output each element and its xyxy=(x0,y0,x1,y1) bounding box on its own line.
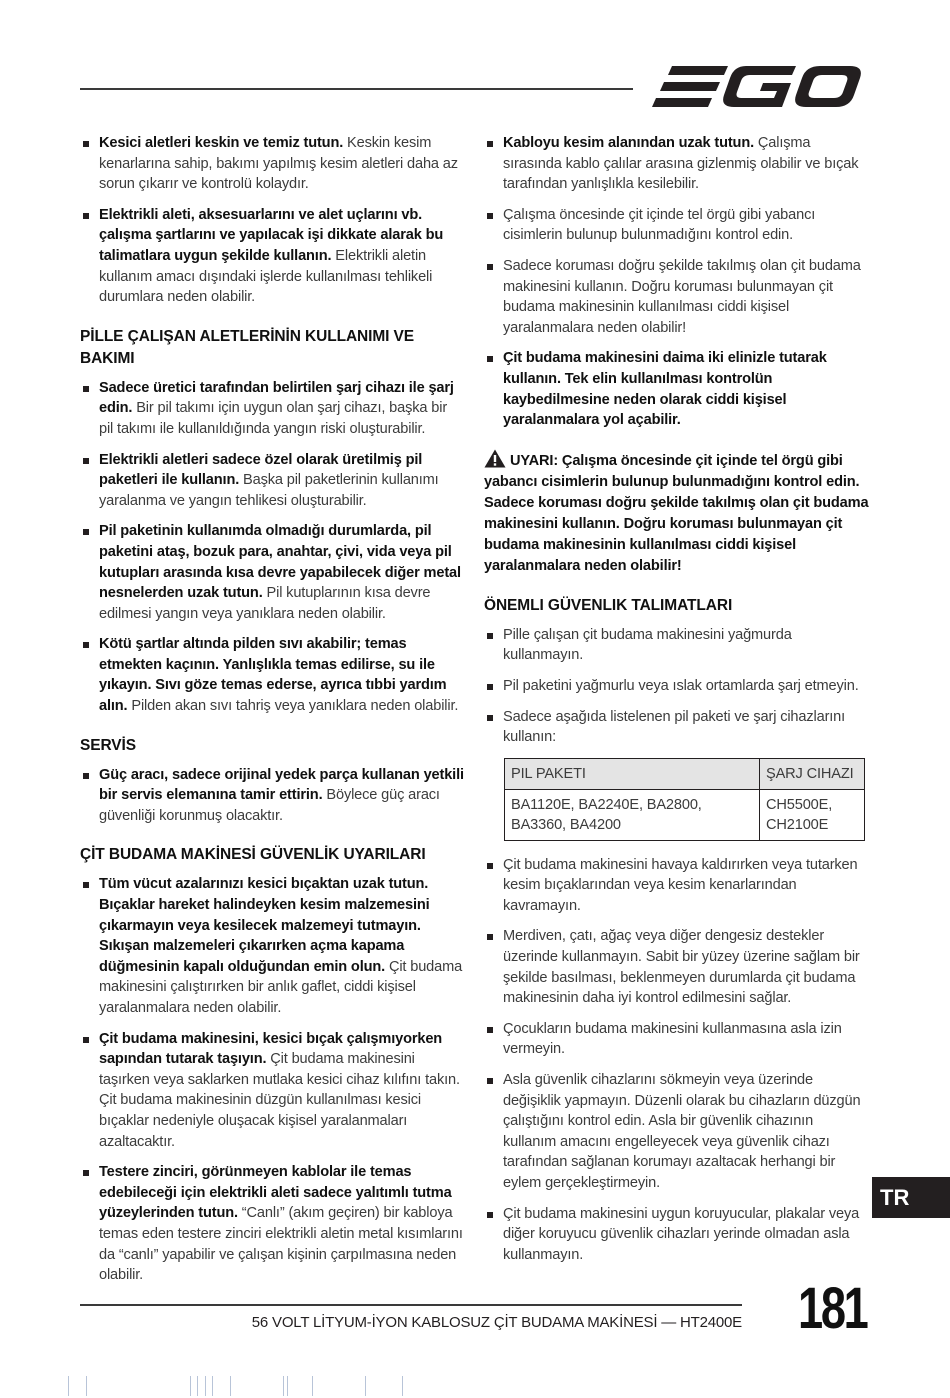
table-header-row xyxy=(505,758,865,789)
ego-logo xyxy=(650,62,862,112)
page-number: 181 xyxy=(798,1276,867,1341)
list-item: Sadece koruması doğru şekilde takılmış olan çit budama makinesini kullanın. Doğru koruması bulunmayan çit budama makinesinin kullanılması ciddi kişisel yaralanmalara neden olabilir! xyxy=(484,256,869,338)
list-item: Elektrikli aletleri sadece özel olarak üretilmiş pil paketleri ile kullanın. Başka pil paketlerinin kullanımı yaralanma ve yangın tehlikesi oluşturabilir. xyxy=(80,450,464,512)
table-cell-charger: CH5500E, CH2100E xyxy=(760,789,865,840)
section-heading-battery: PİLLE ÇALIŞAN ALETLERİNİN KULLANIMI VE BAKIMI xyxy=(80,327,415,367)
list-item: Çit budama makinesini, kesici bıçak çalışmıyorken sapından tutarak taşıyın. Çit budama makinesini taşırken veya saklarken mutlaka kesici cihaz kılıfını takın. Çit budama makinesinin düzgün kullanılması kesici bıçaklar nedeniyle oluşacak kişisel yaralanmaları azaltacaktır. xyxy=(80,1029,464,1153)
list-item: Merdiven, çatı, ağaç veya diğer dengesiz destekler üzerinde kullanmayın. Sabit bir yüzey üzerine sağlam bir şekilde basılması, beklenmeyen durumlarda çit budama makinesinin daha iyi kontrol edilmesini sağlar. xyxy=(484,926,869,1008)
list-item: Çit budama makinesini havaya kaldırırken veya tutarken kesim bıçaklarından veya kesim kenarlarından kavramayın. xyxy=(484,855,869,917)
list-item: Tüm vücut azalarınızı kesici bıçaktan uzak tutun. Bıçaklar hareket halindeyken kesim malzemesini çıkarmayın veya kesilecek malzemeyi tutmayın. Sıkışan malzemeleri çıkarırken açma kapama düğmesinin kapalı olduğundan emin olun. Çit budama makinesini çalıştırırken bir anlık gaflet, ciddi kişisel yaralanmalara neden olabilir. xyxy=(80,874,464,1018)
list-item: Güç aracı, sadece orijinal yedek parça kullanan yetkili bir servis elemanına tamir ettirin. Böylece güç aracı güvenliği korunmuş olacaktır. xyxy=(80,765,464,827)
table-cell-battery: BA1120E, BA2240E, BA2800, BA3360, BA4200 xyxy=(505,789,760,840)
left-column xyxy=(80,133,464,1296)
list-item: Kesici aletleri keskin ve temiz tutun. Keskin kesim kenarlarına sahip, bakımı yapılmış kesim aletleri daha az sorun çıkarır ve kontrolü kolaydır. xyxy=(80,133,464,195)
table-header-battery: PIL PAKETI xyxy=(505,758,760,789)
warning-text: UYARI: Çalışma öncesinde çit içinde tel örgü gibi yabancı cisimlerin bulunup bulunmadığını kontrol edin. Sadece koruması doğru şekilde takılmış olan çit budama makinesini kullanın. Doğru koruması bulunmayan çit budama makinesinin kullanılması ciddi kişisel yaralanmalara neden olabilir! xyxy=(484,452,869,574)
section-heading-service: SERVİS xyxy=(80,736,136,754)
table-header-charger: ŞARJ CIHAZI xyxy=(760,758,865,789)
list-item: Sadece aşağıda listelenen pil paketi ve şarj cihazlarını kullanın: xyxy=(484,707,869,748)
list-item: Pil paketini yağmurlu veya ıslak ortamlarda şarj etmeyin. xyxy=(484,676,869,697)
language-tab: TR xyxy=(872,1177,950,1218)
section-heading-important: ÖNEMLI GÜVENLIK TALIMATLARI xyxy=(484,596,733,614)
list-item: Asla güvenlik cihazlarını sökmeyin veya üzerinde değişiklik yapmayın. Düzenli olarak bu cihazların düzgün çalıştığını kontrol edin. Asla bir güvenlik cihazının kullanım amacını engelleyecek veya güvenlik cihazı tarafından sağlanan korumayı azaltacak herhangi bir eylem gerçekleştirmeyin. xyxy=(484,1070,869,1194)
header-rule xyxy=(80,88,633,90)
list-item: Kabloyu kesim alanından uzak tutun. Çalışma sırasında kablo çalılar arasına gizlenmiş olabilir ve bıçak tarafından yanlışlıkla kesilebilir. xyxy=(484,133,869,195)
list-item: Çit budama makinesini daima iki elinizle tutarak kullanın. Tek elin kullanılması kontrolün kaybedilmesine neden olarak ciddi kişisel yaralanmalara yol açabilir. xyxy=(484,348,869,430)
list-item: Testere zinciri, görünmeyen kablolar ile temas edebileceği için elektrikli aleti sadece yalıtımlı tutma yüzeylerinden tutun. “Canlı” (akım geçiren) bir kabloya temas eden testere zinciri elektrikli aletin metal kısımlarını da “canlı” yapabilir ve çalışan kişinin çarpılmasına neden olabilir. xyxy=(80,1162,464,1286)
battery-charger-table xyxy=(504,758,865,841)
section-heading-hedge: ÇİT BUDAMA MAKİNESİ GÜVENLİK UYARILARI xyxy=(80,846,426,864)
scan-marks xyxy=(0,1376,950,1396)
warning-triangle-icon xyxy=(484,449,506,468)
list-item: Elektrikli aleti, aksesuarlarını ve alet uçlarını vb. çalışma şartlarını ve yapılacak işi dikkate alarak bu talimatlara uygun şekilde kullanın. Elektrikli aletin kullanım amacı dışındaki işlerde kullanılması tehlikeli durumlara neden olabilir. xyxy=(80,205,464,308)
list-item: Çalışma öncesinde çit içinde tel örgü gibi yabancı cisimlerin bulunup bulunmadığını kontrol edin. xyxy=(484,205,869,246)
right-column xyxy=(484,133,869,1275)
list-item: Çit budama makinesini uygun koruyucular, plakalar veya diğer koruyucu güvenlik cihazları yerinde olmadan asla kullanmayın. xyxy=(484,1204,869,1266)
list-item: Pille çalışan çit budama makinesini yağmurda kullanmayın. xyxy=(484,625,869,666)
table-row xyxy=(505,789,865,840)
list-item: Pil paketinin kullanımda olmadığı durumlarda, pil paketini ataş, bozuk para, anahtar, çivi, vida veya pil kutupları arasında kısa devre yapabilecek diğer metal nesnelerden uzak tutun. Pil kutuplarının kısa devre edilmesi yangın veya yanıklara neden olabilir. xyxy=(80,521,464,624)
list-item: Sadece üretici tarafından belirtilen şarj cihazı ile şarj edin. Bir pil takımı için uygun olan şarj cihazı, başka bir pil takımı ile kullanıldığında yangın riski oluşturabilir. xyxy=(80,378,464,440)
footer-rule xyxy=(80,1304,742,1306)
list-item: Kötü şartlar altında pilden sıvı akabilir; temas etmekten kaçının. Yanlışlıkla temas edilirse, su ile yıkayın. Sıvı göze temas ederse, ayrıca tıbbi yardım alın. Pilden akan sıvı tahriş veya yanıklara neden olabilir. xyxy=(80,634,464,716)
list-item: Çocukların budama makinesini kullanmasına asla izin vermeyin. xyxy=(484,1019,869,1060)
warning-block xyxy=(484,449,869,577)
footer-title: 56 VOLT LİTYUM-İYON KABLOSUZ ÇİT BUDAMA MAKİNESİ — HT2400E xyxy=(251,1314,742,1331)
